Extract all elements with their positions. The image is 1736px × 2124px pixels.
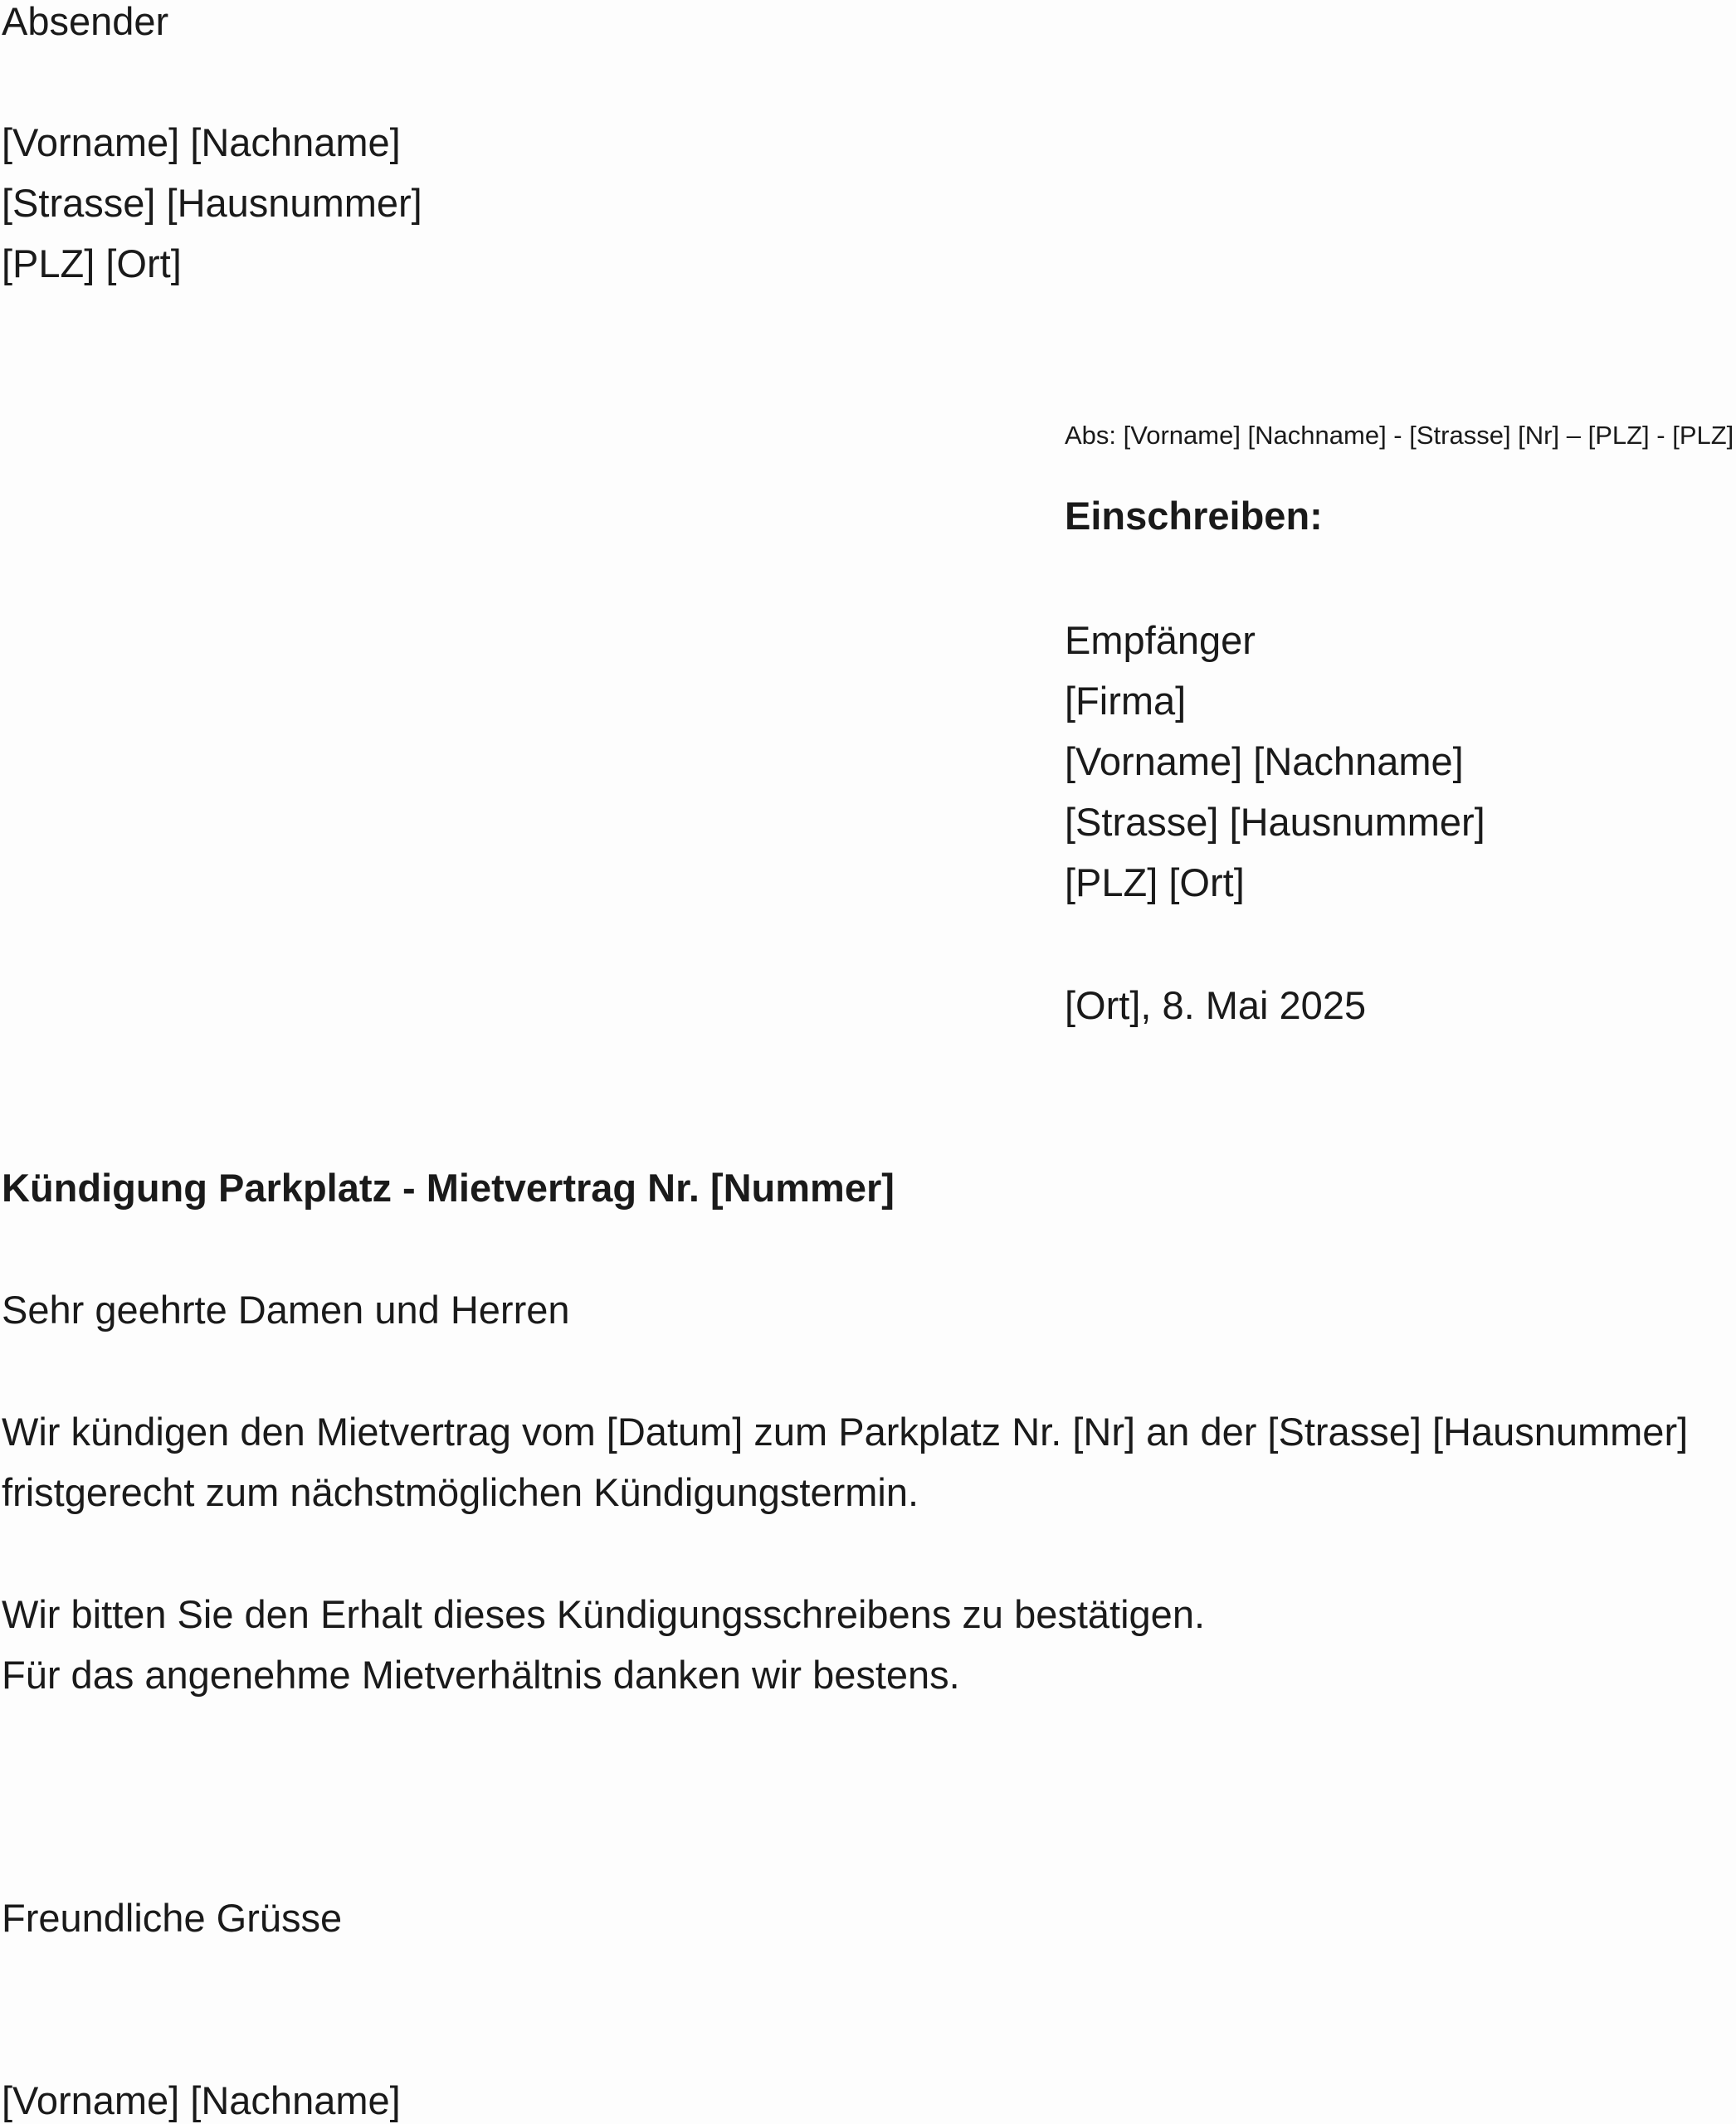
registered-mail-label: Einschreiben: <box>1065 494 1323 538</box>
sender-city: [PLZ] [Ort] <box>2 241 182 285</box>
place-date: [Ort], 8. Mai 2025 <box>1065 983 1367 1027</box>
recipient-heading: Empfänger <box>1065 618 1256 662</box>
body-paragraph-2-line-2: Für das angenehme Mietverhältnis danken wir bestens. <box>2 1653 960 1697</box>
subject-line: Kündigung Parkplatz - Mietvertrag Nr. [Nummer] <box>2 1166 895 1210</box>
closing: Freundliche Grüsse <box>2 1896 343 1940</box>
sender-heading: Absender <box>2 0 169 43</box>
return-address: Abs: [Vorname] [Nachname] - [Strasse] [Nr] – [PLZ] - [PLZ] <box>1065 421 1734 450</box>
salutation: Sehr geehrte Damen und Herren <box>2 1288 570 1332</box>
sender-street: [Strasse] [Hausnummer] <box>2 181 422 225</box>
body-paragraph-2-line-1: Wir bitten Sie den Erhalt dieses Kündigungsschreibens zu bestätigen. <box>2 1592 1206 1636</box>
body-paragraph-1-line-2: fristgerecht zum nächstmöglichen Kündigungstermin. <box>2 1470 919 1514</box>
sender-name: [Vorname] [Nachname] <box>2 120 401 164</box>
recipient-name: [Vorname] [Nachname] <box>1065 739 1464 783</box>
recipient-company: [Firma] <box>1065 679 1187 723</box>
recipient-city: [PLZ] [Ort] <box>1065 860 1245 904</box>
recipient-street: [Strasse] [Hausnummer] <box>1065 800 1485 844</box>
signature-name: [Vorname] [Nachname] <box>2 2078 401 2122</box>
body-paragraph-1-line-1: Wir kündigen den Mietvertrag vom [Datum] zum Parkplatz Nr. [Nr] an der [Strasse] [Hausnummer] <box>2 1410 1689 1454</box>
